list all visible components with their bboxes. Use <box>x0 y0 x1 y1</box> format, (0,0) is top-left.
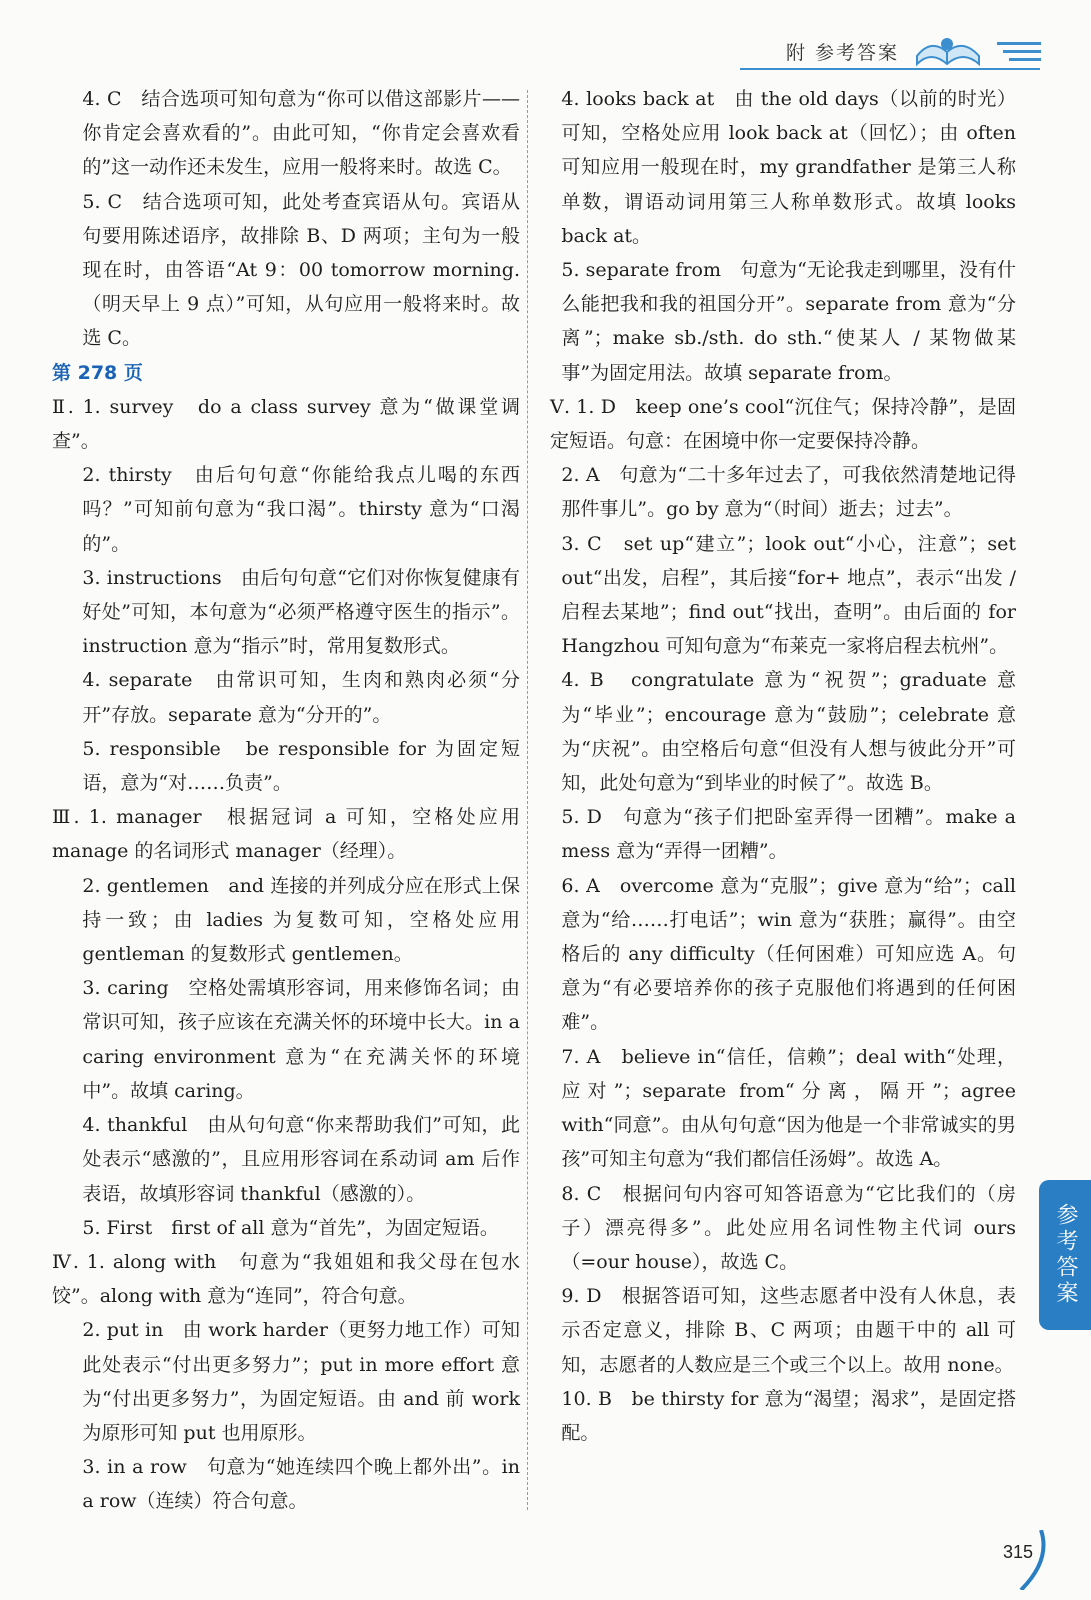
answer-item: 5. responsible be responsible for 为固定短语，意为“对……负责”。 <box>82 737 520 795</box>
answer-item: Ⅴ. 1. D keep one’s cool“沉住气；保持冷静”，是固定短语。句意：在困境中你一定要保持冷静。 <box>550 395 1016 453</box>
column-divider <box>527 90 528 1510</box>
answer-item: 2. put in 由 work harder（更努力地工作）可知此处表示“付出更多努力”；put in more effort 意为“付出更多努力”，为固定短语。由 and 前 work 为原形可知 put 也用原形。 <box>82 1319 520 1444</box>
answer-item: 6. A overcome 意为“克服”；give 意为“给”；call 意为“给……打电话”；win 意为“获胜；赢得”。由空格后的 any difficulty（任何困难）可知应选 A。句意为“有必要培养你的孩子克服他们将遇到的任何困难”。 <box>561 874 1016 1034</box>
answer-item: 3. C set up“建立”；look out“小心，注意”；set out“出发，启程”，其后接“for+ 地点”，表示“出发 / 启程去某地”；find out“找出，查明”。由后面的 for Hangzhou 可知句意为“布莱克一家将启程去杭州”。 <box>561 532 1016 658</box>
answer-item: 3. instructions 由后句句意“它们对你恢复健康有好处”可知，本句意为“必须严格遵守医生的指示”。instruction 意为“指示”时，常用复数形式。 <box>82 566 520 658</box>
left-column <box>52 82 520 1519</box>
answer-item: 4. thankful 由从句句意“你来帮助我们”可知，此处表示“感激的”，且应用形容词在系动词 am 后作表语，故填形容词 thankful（感激的）。 <box>82 1114 520 1205</box>
answer-item: 8. C 根据问句内容可知答语意为“它比我们的（房子）漂亮得多”。此处应用名词性物主代词 ours（=our house），故选 C。 <box>561 1182 1016 1273</box>
answer-item: 5. separate from 句意为“无论我走到哪里，没有什么能把我和我的祖国分开”。separate from 意为“分离”；make sb./sth. do sth.“使某人 / 某物做某事”为固定用法。故填 separate from。 <box>561 259 1016 384</box>
answer-item: Ⅲ. 1. manager 根据冠词 a 可知，空格处应用 manage 的名词形式 manager（经理）。 <box>52 806 520 863</box>
answer-item: 2. A 句意为“二十多年过去了，可我依然清楚地记得那件事儿”。go by 意为“（时间）逝去；过去”。 <box>561 464 1016 521</box>
answer-item: 3. caring 空格处需填形容词，用来修饰名词；由常识可知，孩子应该在充满关怀的环境中长大。in a caring environment 意为“在充满关怀的环境中”。故填 caring。 <box>82 977 520 1102</box>
header-rule <box>740 68 1040 70</box>
page-header <box>786 30 1041 72</box>
answer-item: 4. B congratulate 意为“祝贺”；graduate 意为“毕业”；encourage 意为“鼓励”；celebrate 意为“庆祝”。由空格后句意“但没有人想与彼此分开”可知，此处句意为“到毕业的时候了”。故选 B。 <box>561 669 1016 795</box>
answer-item: 2. gentlemen and 连接的并列成分应在形式上保持一致；由 ladies 为复数可知，空格处应用 gentleman 的复数形式 gentlemen。 <box>82 874 520 966</box>
answer-item: 9. D 根据答语可知，这些志愿者中没有人休息，表示否定意义，排除 B、C 两项；由题干中的 all 可知，志愿者的人数应是三个或三个以上。故用 none。 <box>561 1285 1016 1376</box>
answer-item: 3. in a row 句意为“她连续四个晚上都外出”。in a row（连续）符合句意。 <box>82 1456 520 1513</box>
header-stripes-icon <box>997 36 1041 66</box>
answer-item: 4. separate 由常识可知，生肉和熟肉必须“分开”存放。separate 意为“分开的”。 <box>82 669 520 726</box>
answer-item: 10. B be thirsty for 意为“渴望；渴求”，是固定搭配。 <box>561 1387 1016 1444</box>
answer-item: 5. D 句意为“孩子们把卧室弄得一团糟”。make a mess 意为“弄得一团糟”。 <box>561 806 1016 863</box>
right-column <box>550 82 1016 1450</box>
answer-item: 2. thirsty 由后句句意“你能给我点儿喝的东西吗？”可知前句意为“我口渴”。thirsty 意为“口渴的”。 <box>82 464 520 555</box>
answer-item: 4. looks back at 由 the old days（以前的时光）可知，空格处应用 look back at（回忆）；由 often 可知应用一般现在时，my grandfather 是第三人称单数，谓语动词用第三人称单数形式。故填 looks back at。 <box>561 88 1016 247</box>
answer-item: 5. First first of all 意为“首先”，为固定短语。 <box>82 1216 499 1239</box>
book-logo-icon <box>911 32 985 70</box>
page-section-heading: 第 278 页 <box>52 361 143 384</box>
header-title: 附 参考答案 <box>785 41 899 64</box>
answer-item: Ⅳ. 1. along with 句意为“我姐姐和我父母在包水饺”。along with 意为“连同”，符合句意。 <box>52 1250 520 1308</box>
answer-item: 7. A believe in“信任，信赖”；deal with“处理，应对”；separate from“分离，隔开”；agree with“同意”。由从句句意“因为他是一个非常诚实的男孩”可知主句意为“我们都信任汤姆”。故选 A。 <box>561 1045 1016 1171</box>
answer-item: Ⅱ. 1. survey do a class survey 意为“做课堂调查”。 <box>52 395 520 453</box>
answer-item: 5. C 结合选项可知，此处考查宾语从句。宾语从句要用陈述语序，故排除 B、D 两项；主句为一般现在时，由答语“At 9：00 tomorrow morning.（明天早上 9 点）”可知，从句应用一般将来时。故选 C。 <box>82 190 520 350</box>
answer-section-tab[interactable]: 参考答案 <box>1039 1180 1091 1330</box>
answer-item: 4. C 结合选项可知句意为“你可以借这部影片——你肯定会喜欢看的”。由此可知，“你肯定会喜欢看的”这一动作还未发生，应用一般将来时。故选 C。 <box>82 88 520 179</box>
page-number: 315 <box>1002 1542 1033 1562</box>
